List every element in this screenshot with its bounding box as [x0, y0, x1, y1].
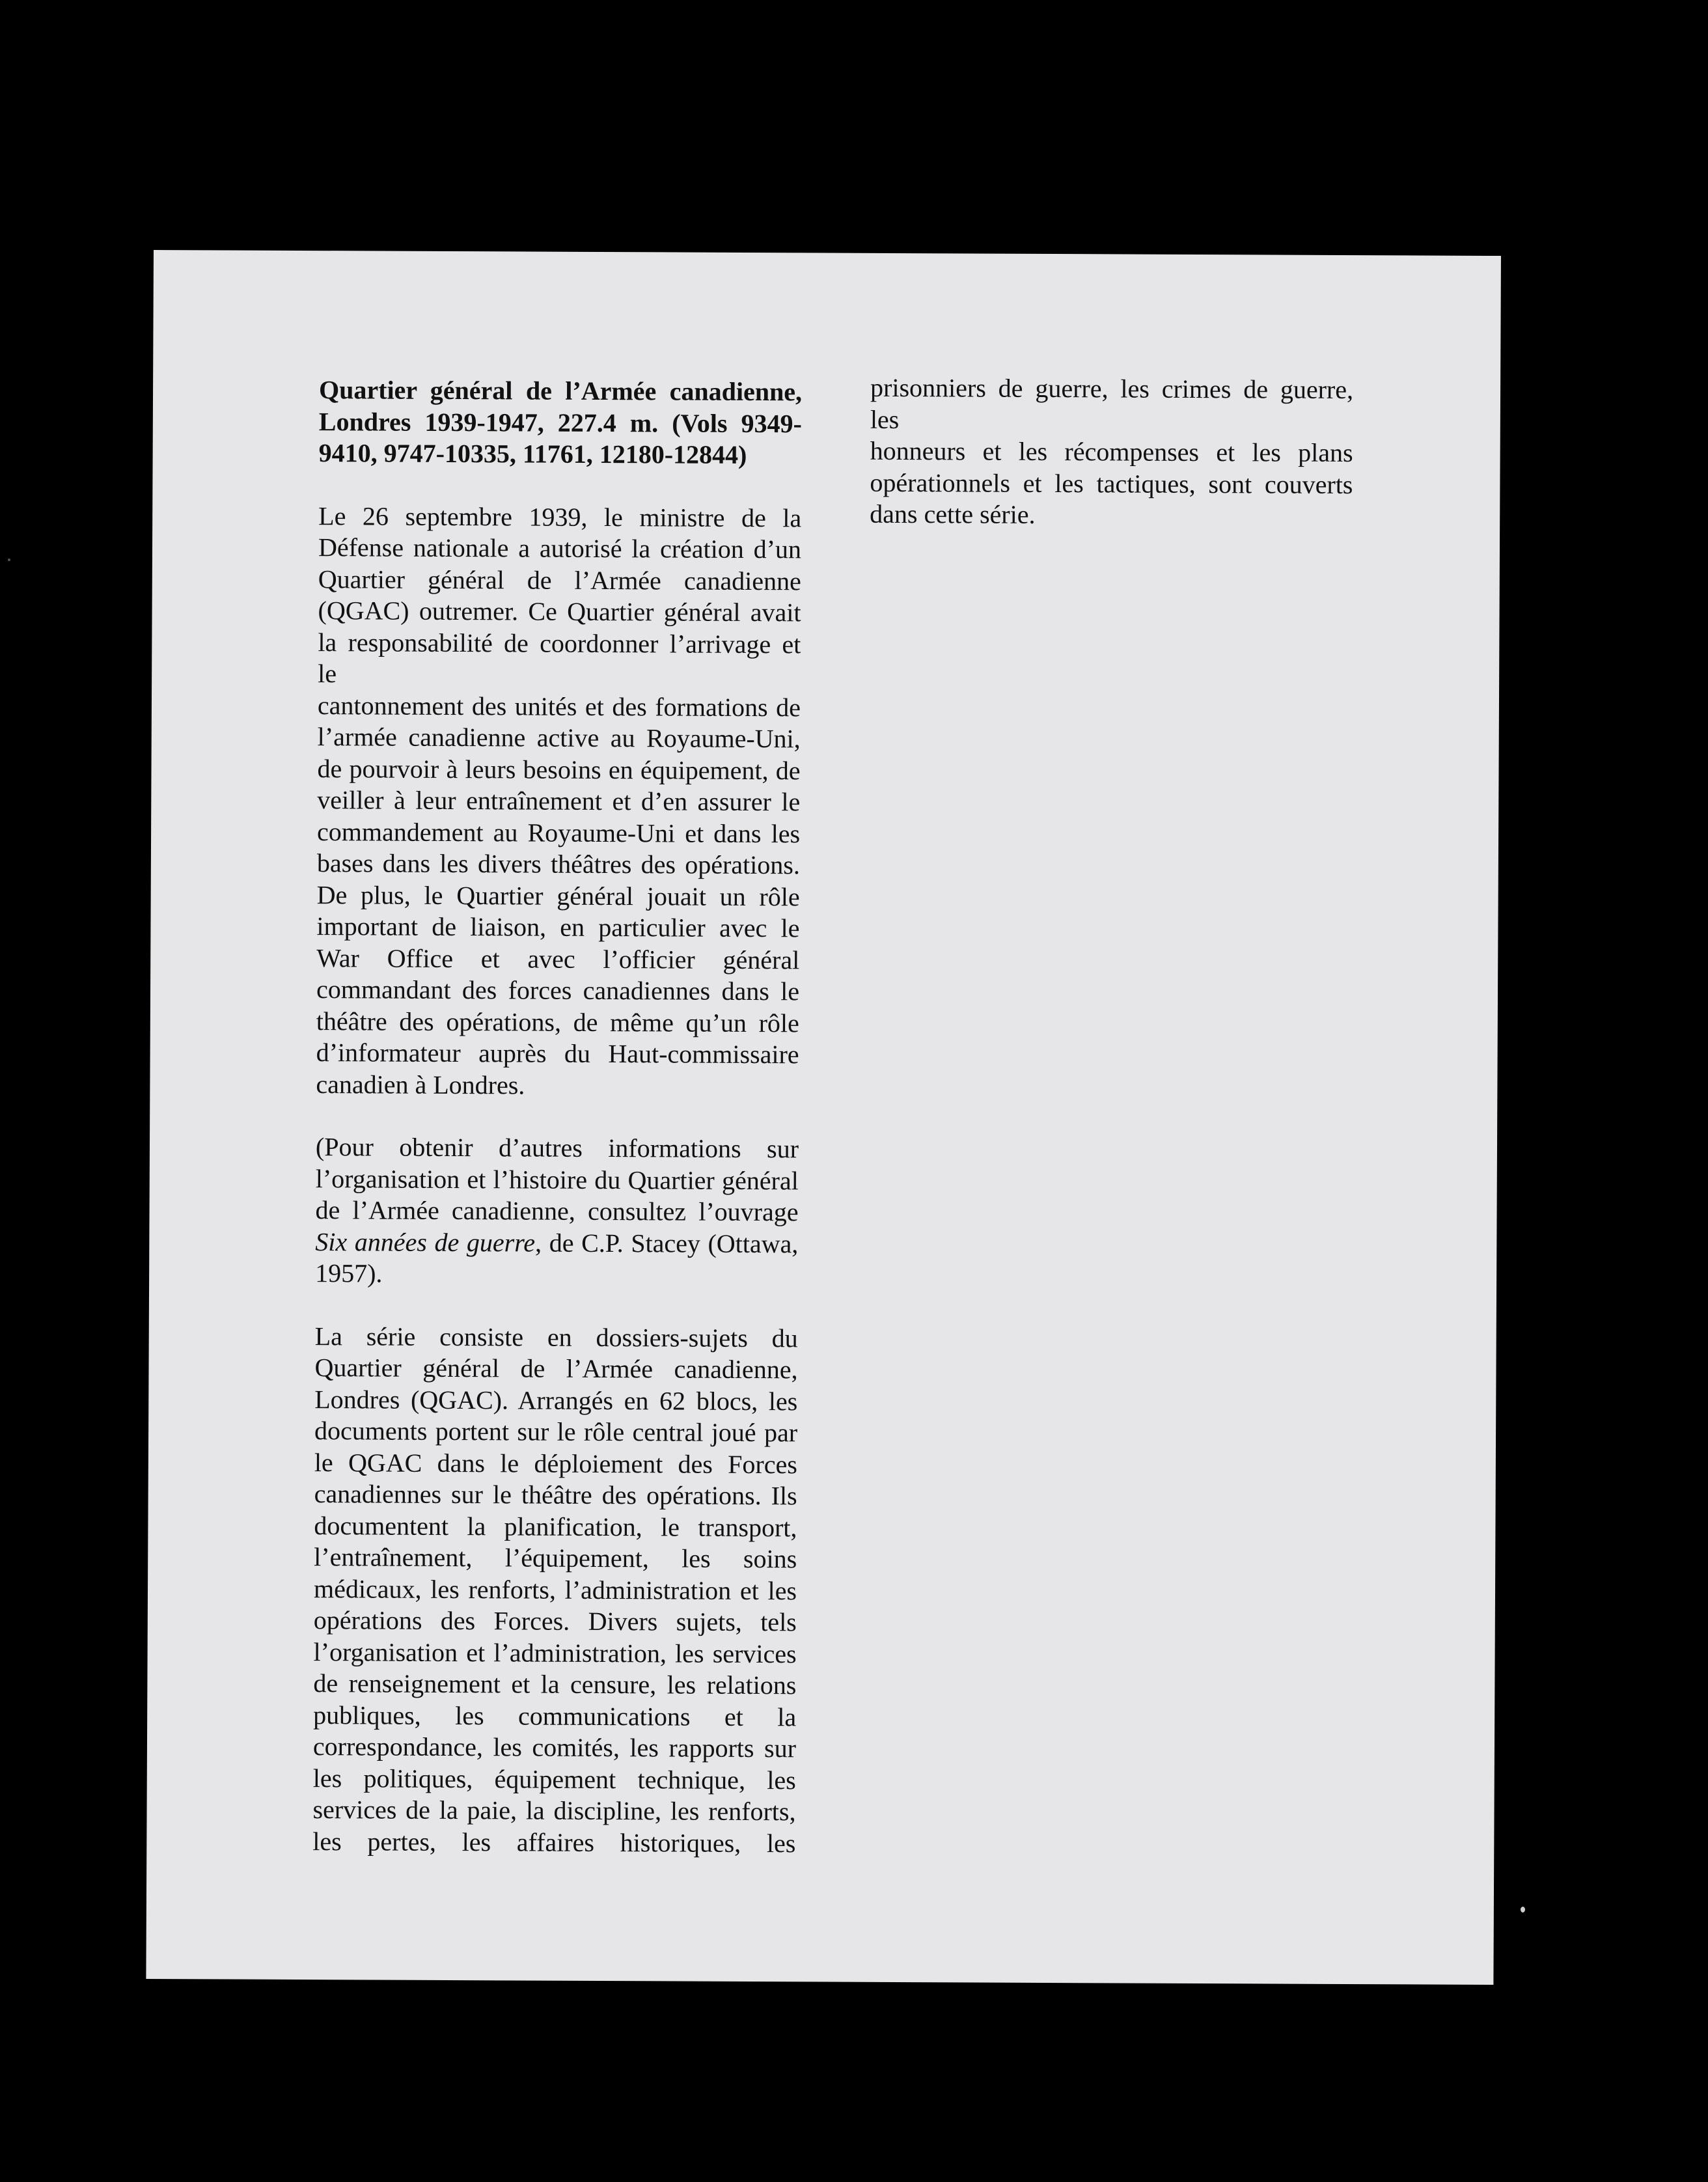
book-title: Six années de guerre — [315, 1226, 536, 1258]
text-line: canadien à Londres. — [316, 1069, 525, 1100]
text-line: de pourvoir à leurs besoins en équipement, de — [317, 753, 801, 785]
text-line: l’entraînement, l’équipement, les soins — [314, 1542, 797, 1574]
text-line: documents portent sur le rôle central joué par — [314, 1416, 798, 1448]
heading-line: Quartier général de l’Armée canadienne, — [318, 375, 803, 407]
citation-text: , de C.P. Stacey (Ottawa, — [535, 1228, 799, 1258]
paragraph-series-continued — [870, 372, 1353, 532]
paragraph-series-description — [312, 1321, 798, 1860]
text-line: veiller à leur entraînement et d’en assurer le — [317, 785, 801, 817]
text-line: dans cette série. — [870, 499, 1036, 529]
text-line: l’organisation et l’histoire du Quartier général — [315, 1163, 799, 1195]
text-line: De plus, le Quartier général jouait un rôle — [316, 879, 800, 911]
text-line: Londres (QGAC). Arrangés en 62 blocs, les — [314, 1384, 798, 1416]
paragraph-history — [316, 501, 801, 1103]
text-line: Quartier général de l’Armée canadienne, — [314, 1353, 798, 1385]
text-line: canadiennes sur le théâtre des opérations. Ils — [314, 1479, 797, 1511]
scan-dust-speck — [8, 559, 10, 561]
text-line: 1957). — [315, 1258, 383, 1288]
text-line: (QGAC) outremer. Ce Quartier général avait — [318, 596, 801, 628]
text-line: les pertes, les affaires historiques, les — [312, 1826, 796, 1858]
text-line: documentent la planification, le transport, — [314, 1510, 797, 1542]
heading-line: Londres 1939-1947, 227.4 m. (Vols 9349- — [318, 406, 802, 438]
text-line: Défense nationale a autorisé la création d’un — [318, 532, 802, 564]
text-line: opérations des Forces. Divers sujets, tels — [313, 1605, 797, 1637]
scan-dust-speck — [1521, 1907, 1525, 1913]
series-heading — [319, 374, 803, 471]
text-line: Quartier général de l’Armée canadienne — [318, 564, 801, 596]
text-line: d’informateur auprès du Haut-commissaire — [316, 1038, 799, 1070]
text-line: (Pour obtenir d’autres informations sur — [315, 1132, 799, 1164]
document-page — [146, 250, 1501, 1985]
text-line: services de la paie, la discipline, les renforts, — [312, 1795, 796, 1827]
paragraph-reference — [315, 1131, 799, 1291]
text-line: cantonnement des unités et des formations de — [317, 690, 801, 722]
text-line: de renseignement et la censure, les relations — [313, 1668, 797, 1700]
text-line: médicaux, les renforts, l’administration et les — [313, 1573, 797, 1605]
right-column — [870, 372, 1353, 564]
text-line: Le 26 septembre 1939, le ministre de la — [318, 501, 802, 532]
text-line-citation — [315, 1226, 798, 1260]
text-line: honneurs et les récompenses et les plans — [870, 435, 1353, 468]
text-line: prisonniers de guerre, les crimes de guerre, les — [870, 372, 1354, 434]
text-line: opérationnels et les tactiques, sont couverts — [870, 467, 1353, 499]
left-column — [312, 374, 802, 1890]
text-line: bases dans les divers théâtres des opérations. — [316, 848, 800, 880]
text-line: la responsabilité de coordonner l’arrivage et le — [318, 627, 801, 689]
text-line: publiques, les communications et la — [313, 1700, 797, 1732]
text-line: commandement au Royaume-Uni et dans les — [317, 816, 801, 848]
text-line: les politiques, équipement technique, les — [312, 1763, 796, 1795]
heading-line: 9410, 9747-10335, 11761, 12180-12844) — [318, 438, 747, 469]
text-line: La série consiste en dossiers-sujets du — [314, 1321, 798, 1353]
text-line: important de liaison, en particulier avec le — [316, 911, 800, 943]
text-line: correspondance, les comités, les rapports sur — [312, 1732, 797, 1763]
text-line: commandant des forces canadiennes dans le — [316, 974, 800, 1006]
text-line: War Office et avec l’officier général — [316, 943, 800, 974]
text-line: de l’Armée canadienne, consultez l’ouvrage — [315, 1195, 799, 1227]
text-line: le QGAC dans le déploiement des Forces — [314, 1447, 797, 1479]
text-line: théâtre des opérations, de même qu’un rôle — [316, 1006, 799, 1038]
text-line: l’organisation et l’administration, les services — [313, 1636, 797, 1668]
text-line: l’armée canadienne active au Royaume-Uni, — [317, 722, 801, 754]
